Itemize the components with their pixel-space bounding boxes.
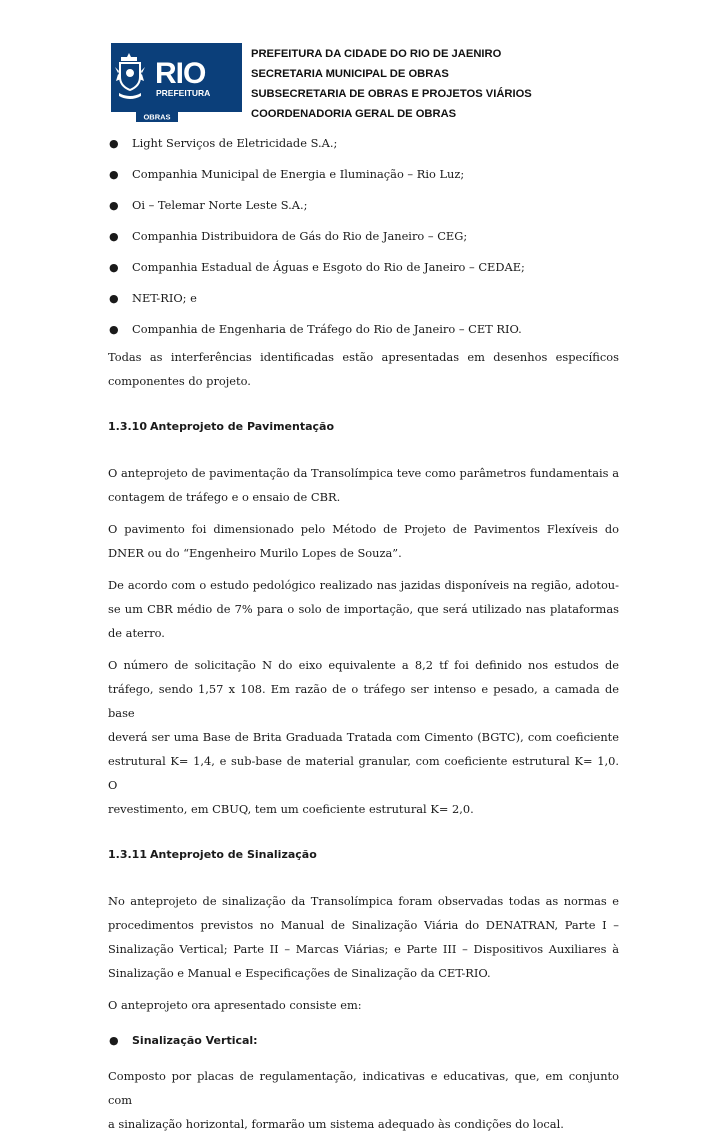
section-heading-1-3-10: 1.3.10 Anteprojeto de Pavimentação: [108, 420, 335, 433]
paragraph-pavimentacao-4: O número de solicitação N do eixo equivalente a 8,2 tf foi definido nos estudos de tráfego, sendo 1,57 x 108. Em razão de o tráfego ser intenso e pesado, a camada de base deverá ser uma Base de Brita Graduada Tratada com Cimento (BGTC), com coeficiente estrutural K= 1,4, e sub-base de material granular, com coeficiente estrutural K= 1,0. O revestimento, em CBUQ, tem um coeficiente estrutural K= 2,0.: [108, 658, 619, 816]
header-line: SECRETARIA MUNICIPAL DE OBRAS: [251, 68, 449, 80]
paragraph-sinalizacao-1: No anteprojeto de sinalização da Transolímpica foram observadas todas as normas e procedimentos previstos no Manual de Sinalização Viária do DENATRAN, Parte I – Sinalização Vertical; Parte II – Marcas Viárias; e Parte III – Dispositivos Auxiliares à Sinalização e Manual e Especificações de Sinalização da CET-RIO.: [108, 894, 619, 980]
paragraph-pavimentacao-1: O anteprojeto de pavimentação da Transolímpica teve como parâmetros fundamentais a contagem de tráfego e o ensaio de CBR.: [108, 466, 619, 504]
bullet-item: ● Companhia de Engenharia de Tráfego do Rio de Janeiro – CET RIO.: [108, 314, 619, 345]
bullet-item: ● Companhia Estadual de Águas e Esgoto do Rio de Janeiro – CEDAE;: [108, 252, 619, 283]
paragraph-sinalizacao-2: O anteprojeto ora apresentado consiste em:: [108, 998, 362, 1012]
header-text: [251, 44, 532, 124]
paragraph-interferencias: Todas as interferências identificadas estão apresentadas em desenhos específicos componentes do projeto.: [108, 350, 619, 388]
logo-prefeitura-text: PREFEITURA: [156, 88, 211, 98]
header-line: PREFEITURA DA CIDADE DO RIO DE JAENIRO: [251, 48, 502, 60]
logo-obras-text: OBRAS: [143, 112, 171, 122]
bullet-item: ● Companhia Municipal de Energia e Iluminação – Rio Luz;: [108, 159, 619, 190]
prefeitura-logo: [111, 43, 242, 123]
bullet-icon: ●: [109, 323, 119, 336]
bullet-icon: ●: [109, 199, 119, 212]
logo-rio-text: RIO: [155, 57, 206, 90]
document-body: [108, 128, 619, 1136]
paragraph-sinalizacao-3: Composto por placas de regulamentação, indicativas e educativas, que, em conjunto com a sinalização horizontal, formarão um sistema adequado às condições do local.: [108, 1069, 619, 1131]
header-line: SUBSECRETARIA DE OBRAS E PROJETOS VIÁRIOS: [251, 88, 532, 100]
section-heading-1-3-11: 1.3.11 Anteprojeto de Sinalização: [108, 848, 317, 861]
paragraph-pavimentacao-3: De acordo com o estudo pedológico realizado nas jazidas disponíveis na região, adotou- se um CBR médio de 7% para o solo de importação, que será utilizado nas plataformas de aterro.: [108, 578, 619, 640]
bullet-icon: ●: [109, 168, 119, 181]
bullet-item: ● Companhia Distribuidora de Gás do Rio de Janeiro – CEG;: [108, 221, 619, 252]
bullet-icon: ●: [109, 1034, 119, 1047]
paragraph-pavimentacao-2: O pavimento foi dimensionado pelo Método de Projeto de Pavimentos Flexíveis do DNER ou do “Engenheiro Murilo Lopes de Souza”.: [108, 522, 619, 560]
bullet-item: ● Oi – Telemar Norte Leste S.A.;: [108, 190, 619, 221]
bullet-icon: ●: [109, 137, 119, 150]
bullet-item-sinalizacao-vertical: ● Sinalização Vertical:: [108, 1025, 619, 1056]
bullet-icon: ●: [109, 261, 119, 274]
header-line: COORDENADORIA GERAL DE OBRAS: [251, 108, 457, 120]
bullet-item: ● NET-RIO; e: [108, 283, 619, 314]
bullet-item: ● Light Serviços de Eletricidade S.A.;: [108, 128, 619, 159]
bullet-icon: ●: [109, 292, 119, 305]
bullet-icon: ●: [109, 230, 119, 243]
